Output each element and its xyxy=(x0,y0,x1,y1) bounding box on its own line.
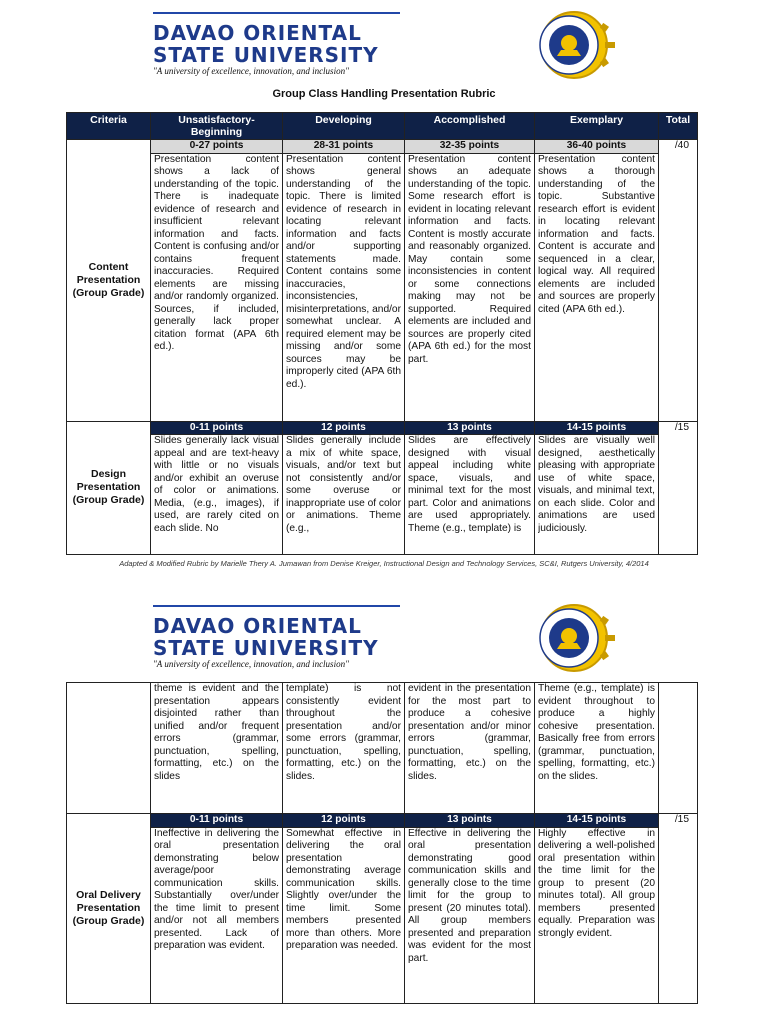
rubric-cell xyxy=(405,435,535,555)
rubric-cell: Effective in delivering the oral presentation demonstrating good communication skills and generally close to the time limit for the group to present (20 minutes total). All group members presented and preparation was evident for the most part. xyxy=(405,827,535,1003)
page1-header xyxy=(0,10,768,90)
university-name-line2: STATE UNIVERSITY xyxy=(153,636,379,660)
rubric-cell: Theme (e.g., template) is evident throughout to produce a highly cohesive presentation. Basically free from errors (grammar, punctuation, spelling, formatting, etc.) on the slides. xyxy=(535,683,659,814)
points-label: 32-35 points xyxy=(405,140,535,154)
criteria-content-presentation: Content Presentation (Group Grade) xyxy=(67,140,151,422)
rubric-table-page1 xyxy=(66,112,698,555)
header-criteria: Criteria xyxy=(67,113,151,140)
points-label: 14-15 points xyxy=(535,814,659,828)
total-cell: /15 xyxy=(659,421,698,555)
header-exemplary: Exemplary xyxy=(535,113,659,140)
university-name-line1: DAVAO ORIENTAL xyxy=(153,21,362,45)
total-cell: /15 xyxy=(659,814,698,1004)
total-cell: /40 xyxy=(659,140,698,422)
rubric-cell-text: Slides are effectively designed with visual appeal including white space, visuals, and minimal text for the most part. Color and animations are used appropriately. Theme (e.g., template) is xyxy=(408,435,531,534)
document-title: Group Class Handling Presentation Rubric xyxy=(272,88,496,100)
header-accomplished: Accomplished xyxy=(405,113,535,140)
criteria-design-presentation: Design Presentation (Group Grade) xyxy=(67,421,151,555)
header-total: Total xyxy=(659,113,698,140)
points-label: 0-11 points xyxy=(151,421,283,435)
document-footer: Adapted & Modified Rubric by Marielle Thery A. Jumawan from Denise Kreiger, Instructional Design and Technology Services, SC&I, Rutgers University, 4/2014 xyxy=(119,559,649,568)
criteria-empty-cell xyxy=(67,683,151,814)
header-rule xyxy=(153,12,400,14)
points-label: 13 points xyxy=(405,421,535,435)
rubric-cell xyxy=(535,435,659,555)
rubric-cell: Highly effective in delivering a well-polished oral presentation within the time limit for the group to present (20 minutes total). All group members presented equally. Preparation was strongly evident. xyxy=(535,827,659,1003)
header-rule xyxy=(153,605,400,607)
rubric-cell: Presentation content shows a lack of understanding of the topic. There is inadequate evidence of research and insufficient relevant information and facts. Content is confusing and/or contains frequent inaccuracies. Required elements are missing and/or randomly organized. Sources, if included, generally lack proper citation format (APA 6th ed.). xyxy=(151,153,283,421)
rubric-cell: Ineffective in delivering the oral presentation demonstrating below average/poor communication skills. Substantially over/under the time limit to present and/or not all members presented. Lack of preparation was evident. xyxy=(151,827,283,1003)
rubric-cell-text: Slides generally lack visual appeal and are text-heavy with little or no visuals and/or exhibit an overuse of color or animations. Media, (e.g., images), if used, are rarely cited on each slide. No xyxy=(154,435,279,534)
rubric-cell-text: Slides are visually well designed, aesthetically pleasing with appropriate use of white space, visuals, and minimal text, on each slide. Color and animations are used judiciously. xyxy=(538,435,655,534)
rubric-cell xyxy=(283,435,405,555)
rubric-cell: Presentation content shows an adequate understanding of the topic. Some research effort is evident in locating relevant information and facts. Content is mostly accurate and reasonably organized. May contain some inconsistencies in content or some connections making may not be supported. Required elements are included and sources are properly cited (APA 6th ed.) for the most part. xyxy=(405,153,535,421)
rubric-cell: Presentation content shows general understanding of the topic. There is limited evidence of research in locating relevant information and facts and/or supporting statements made. Content contains some inaccuracies, inconsistencies, misinterpretations, and/or somewhat unclear. A required element may be missing and/or some sources may be improperly cited (APA 6th ed.). xyxy=(283,153,405,421)
points-label: 14-15 points xyxy=(535,421,659,435)
total-empty-cell xyxy=(659,683,698,814)
rubric-cell xyxy=(151,435,283,555)
rubric-cell-text: Slides generally include a mix of white space, visuals, and/or text but not consistently and/or some overuse or inappropriate use of color or animations. Theme (e.g., xyxy=(286,435,401,534)
rubric-cell: evident in the presentation for the most part to produce a cohesive presentation and/or minor errors (grammar, punctuation, spelling, formatting, etc.) on the slides. xyxy=(405,683,535,814)
university-name-line2: STATE UNIVERSITY xyxy=(153,43,379,67)
university-seal-icon xyxy=(527,10,622,80)
university-tagline: "A university of excellence, innovation, and inclusion" xyxy=(153,66,349,76)
points-label: 36-40 points xyxy=(535,140,659,154)
header-unsatisfactory: Unsatisfactory-Beginning xyxy=(151,113,283,140)
university-tagline: "A university of excellence, innovation, and inclusion" xyxy=(153,659,349,669)
criteria-oral-delivery: Oral Delivery Presentation (Group Grade) xyxy=(67,814,151,1004)
points-label: 12 points xyxy=(283,814,405,828)
points-label: 13 points xyxy=(405,814,535,828)
points-label: 28-31 points xyxy=(283,140,405,154)
rubric-cell: Presentation content shows a thorough understanding of the topic. Substantive research effort is evident in locating relevant information and facts. Content is accurate and sequenced in a clear, logical way. All required elements are included and sources are properly cited (APA 6th ed.). xyxy=(535,153,659,421)
points-label: 0-11 points xyxy=(151,814,283,828)
university-name-line1: DAVAO ORIENTAL xyxy=(153,614,362,638)
rubric-table-page2 xyxy=(66,682,698,1004)
points-label: 0-27 points xyxy=(151,140,283,154)
points-label: 12 points xyxy=(283,421,405,435)
header-developing: Developing xyxy=(283,113,405,140)
page2-header xyxy=(0,603,768,683)
rubric-cell: theme is evident and the presentation appears disjointed rather than unified and/or frequent errors (grammar, punctuation, spelling, formatting, etc.) on the slides xyxy=(151,683,283,814)
rubric-cell: Somewhat effective in delivering the oral presentation demonstrating average communication skills. Slightly over/under the time limit. Some members presented more than others. More preparation was needed. xyxy=(283,827,405,1003)
university-seal-icon xyxy=(527,603,622,673)
rubric-cell: template) is not consistently evident throughout the presentation and/or some errors (grammar, punctuation, spelling, formatting, etc.) on the slides. xyxy=(283,683,405,814)
